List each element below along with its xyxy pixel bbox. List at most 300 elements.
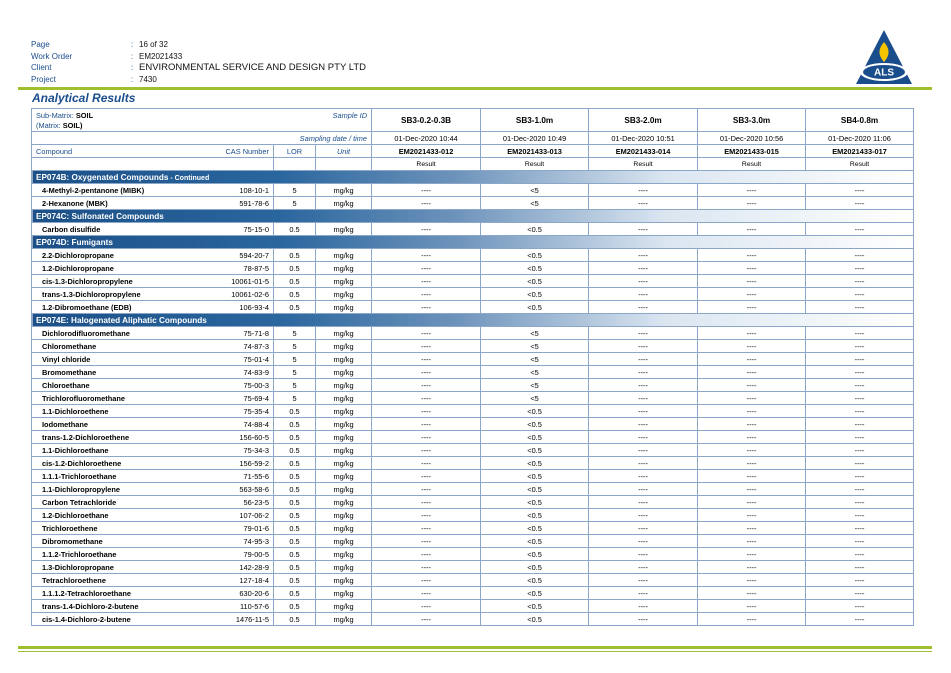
compound-name: 1.1.2-Trichloroethane (32, 548, 210, 561)
compound-row (32, 262, 914, 275)
unit-value: mg/kg (316, 509, 372, 522)
sample-id-label: Sample ID (332, 111, 368, 120)
result-value: ---- (372, 184, 481, 197)
result-value: ---- (589, 275, 698, 288)
result-value: ---- (806, 457, 914, 470)
result-label-cell: Result (589, 158, 698, 171)
unit-value: mg/kg (316, 522, 372, 535)
result-value: ---- (372, 496, 481, 509)
compound-name: cis-1.4-Dichloro-2-butene (32, 613, 210, 626)
section-title: EP074D: Fumigants (36, 237, 113, 247)
cas-number: 75-34-3 (210, 444, 274, 457)
sampling-date-label: Sampling date / time (32, 132, 372, 145)
lor-header: LOR (274, 145, 316, 158)
result-value: ---- (589, 288, 698, 301)
result-value: ---- (589, 197, 698, 210)
result-value: ---- (698, 444, 806, 457)
result-value: ---- (698, 483, 806, 496)
lab-id-cell: EM2021433-012 (372, 145, 481, 158)
result-value: ---- (589, 613, 698, 626)
result-value: ---- (806, 509, 914, 522)
compound-row (32, 470, 914, 483)
cas-number: 75-00-3 (210, 379, 274, 392)
result-value: ---- (698, 509, 806, 522)
work-order-label: Work Order (31, 51, 73, 61)
compound-row (32, 600, 914, 613)
sample-id-cell: SB3-1.0m (481, 109, 589, 132)
lab-id-cell: EM2021433-014 (589, 145, 698, 158)
result-value: ---- (589, 340, 698, 353)
cas-number: 10061-02-6 (210, 288, 274, 301)
project-row (31, 74, 366, 86)
result-value: <0.5 (481, 509, 589, 522)
cas-number: 74-83-9 (210, 366, 274, 379)
result-value: ---- (806, 574, 914, 587)
compound-name: trans-1.3-Dichloropropylene (32, 288, 210, 301)
result-value: ---- (372, 340, 481, 353)
result-value: ---- (698, 340, 806, 353)
compound-row (32, 197, 914, 210)
unit-value: mg/kg (316, 197, 372, 210)
page-row (31, 39, 366, 51)
matrix-label: (Matrix: (36, 121, 61, 130)
empty-cell (316, 158, 372, 171)
result-value: ---- (806, 288, 914, 301)
result-value: <0.5 (481, 301, 589, 314)
section-title-cell (32, 171, 914, 184)
result-value: <0.5 (481, 535, 589, 548)
compound-name: cis-1.2-Dichloroethene (32, 457, 210, 470)
result-value: <0.5 (481, 561, 589, 574)
cas-number: 563-58-6 (210, 483, 274, 496)
result-value: ---- (372, 392, 481, 405)
compound-name: trans-1.2-Dichloroethene (32, 431, 210, 444)
result-value: ---- (698, 496, 806, 509)
result-value: <0.5 (481, 405, 589, 418)
result-value: ---- (589, 353, 698, 366)
lor-value: 0.5 (274, 509, 316, 522)
cas-number: 74-87-3 (210, 340, 274, 353)
cas-number: 75-71-8 (210, 327, 274, 340)
lor-value: 5 (274, 379, 316, 392)
result-value: ---- (589, 418, 698, 431)
lor-value: 5 (274, 197, 316, 210)
compound-row (32, 483, 914, 496)
result-value: ---- (698, 587, 806, 600)
result-value: ---- (806, 353, 914, 366)
compound-name: Tetrachloroethene (32, 574, 210, 587)
cas-number: 71-55-6 (210, 470, 274, 483)
result-value: <5 (481, 184, 589, 197)
result-value: ---- (806, 431, 914, 444)
result-value: ---- (372, 535, 481, 548)
compound-row (32, 301, 914, 314)
unit-value: mg/kg (316, 379, 372, 392)
result-value: ---- (372, 600, 481, 613)
section-title-cell (32, 210, 914, 223)
result-value: ---- (698, 405, 806, 418)
empty-cell (274, 158, 316, 171)
result-value: <0.5 (481, 600, 589, 613)
result-value: ---- (806, 587, 914, 600)
section-continued-note: - Continued (168, 174, 210, 182)
cas-number: 56-23-5 (210, 496, 274, 509)
compound-row (32, 535, 914, 548)
result-value: ---- (698, 470, 806, 483)
result-value: ---- (806, 197, 914, 210)
result-value: <0.5 (481, 548, 589, 561)
column-header-row (32, 145, 914, 158)
logo-text: ALS (874, 67, 894, 79)
compound-name: 1.1.1-Trichloroethane (32, 470, 210, 483)
result-value: ---- (589, 548, 698, 561)
lab-id-cell: EM2021433-015 (698, 145, 806, 158)
sub-matrix-value: SOIL (75, 111, 94, 120)
compound-row (32, 496, 914, 509)
unit-value: mg/kg (316, 470, 372, 483)
result-value: ---- (372, 522, 481, 535)
cas-number: 142-28-9 (210, 561, 274, 574)
compound-name: Trichlorofluoromethane (32, 392, 210, 405)
compound-name: Trichloroethene (32, 522, 210, 535)
result-value: ---- (372, 444, 481, 457)
unit-value: mg/kg (316, 288, 372, 301)
empty-cell (32, 158, 210, 171)
compound-row (32, 249, 914, 262)
compound-row (32, 574, 914, 587)
bottom-divider (18, 646, 932, 649)
result-value: ---- (806, 418, 914, 431)
compound-name: Carbon disulfide (32, 223, 210, 236)
lor-value: 0.5 (274, 522, 316, 535)
result-value: ---- (698, 197, 806, 210)
lor-value: 5 (274, 392, 316, 405)
unit-value: mg/kg (316, 483, 372, 496)
cas-number: 75-15-0 (210, 223, 274, 236)
compound-name: 1.1.1.2-Tetrachloroethane (32, 587, 210, 600)
client-value: ENVIRONMENTAL SERVICE AND DESIGN PTY LTD (139, 62, 366, 73)
result-label-row (32, 158, 914, 171)
page-label: Page (31, 40, 50, 49)
unit-value: mg/kg (316, 223, 372, 236)
cas-number: 108-10-1 (210, 184, 274, 197)
result-label-cell: Result (372, 158, 481, 171)
compound-row (32, 379, 914, 392)
result-value: ---- (806, 405, 914, 418)
lor-value: 0.5 (274, 548, 316, 561)
result-value: ---- (698, 262, 806, 275)
result-value: ---- (806, 275, 914, 288)
section-title-cell (32, 314, 914, 327)
result-value: <0.5 (481, 431, 589, 444)
result-value: ---- (372, 327, 481, 340)
lor-value: 0.5 (274, 457, 316, 470)
section-header-row (32, 236, 914, 249)
unit-value: mg/kg (316, 418, 372, 431)
colon: : (131, 74, 134, 84)
unit-value: mg/kg (316, 548, 372, 561)
compound-name: Chloromethane (32, 340, 210, 353)
compound-name: Vinyl chloride (32, 353, 210, 366)
unit-value: mg/kg (316, 249, 372, 262)
result-value: ---- (372, 574, 481, 587)
lab-id-cell: EM2021433-017 (806, 145, 914, 158)
result-value: ---- (589, 405, 698, 418)
unit-value: mg/kg (316, 366, 372, 379)
result-value: <0.5 (481, 262, 589, 275)
client-label: Client (31, 63, 52, 72)
result-value: ---- (806, 184, 914, 197)
result-value: <0.5 (481, 522, 589, 535)
unit-value: mg/kg (316, 327, 372, 340)
result-value: ---- (698, 613, 806, 626)
lor-value: 5 (274, 353, 316, 366)
cas-number: 75-69-4 (210, 392, 274, 405)
lor-value: 0.5 (274, 418, 316, 431)
result-value: ---- (698, 431, 806, 444)
result-value: <5 (481, 379, 589, 392)
lab-id-cell: EM2021433-013 (481, 145, 589, 158)
result-value: ---- (589, 600, 698, 613)
compound-name: 1.3-Dichloropropane (32, 561, 210, 574)
cas-number: 591-78-6 (210, 197, 274, 210)
compound-name: Bromomethane (32, 366, 210, 379)
work-order-row (31, 51, 366, 63)
result-value: ---- (372, 509, 481, 522)
lor-value: 5 (274, 340, 316, 353)
result-value: ---- (372, 587, 481, 600)
lor-value: 0.5 (274, 223, 316, 236)
bottom-divider-thin (18, 651, 932, 652)
result-value: <5 (481, 197, 589, 210)
unit-value: mg/kg (316, 275, 372, 288)
als-logo (853, 28, 915, 88)
lor-value: 0.5 (274, 535, 316, 548)
colon: : (131, 63, 134, 72)
sampling-date-cell: 01-Dec-2020 10:51 (589, 132, 698, 145)
compound-row (32, 288, 914, 301)
section-title: EP074E: Halogenated Aliphatic Compounds (36, 315, 207, 325)
unit-value: mg/kg (316, 405, 372, 418)
compound-row (32, 431, 914, 444)
result-value: <0.5 (481, 470, 589, 483)
result-value: ---- (589, 223, 698, 236)
result-value: ---- (372, 275, 481, 288)
cas-header: CAS Number (210, 145, 274, 158)
result-value: ---- (698, 249, 806, 262)
cas-number: 107-06-2 (210, 509, 274, 522)
result-value: <0.5 (481, 249, 589, 262)
result-value: ---- (698, 574, 806, 587)
result-value: <5 (481, 327, 589, 340)
cas-number: 106-93-4 (210, 301, 274, 314)
section-header-row (32, 171, 914, 184)
result-value: ---- (372, 431, 481, 444)
result-value: ---- (806, 522, 914, 535)
cas-number: 79-01-6 (210, 522, 274, 535)
cas-number: 110-57-6 (210, 600, 274, 613)
result-value: <5 (481, 340, 589, 353)
result-value: ---- (589, 301, 698, 314)
result-value: <0.5 (481, 613, 589, 626)
result-value: ---- (806, 535, 914, 548)
result-value: ---- (806, 249, 914, 262)
compound-name: cis-1.3-Dichloropropylene (32, 275, 210, 288)
result-value: ---- (806, 613, 914, 626)
matrix-cell (32, 109, 372, 132)
lor-value: 0.5 (274, 249, 316, 262)
lor-value: 0.5 (274, 288, 316, 301)
compound-row (32, 340, 914, 353)
lor-value: 0.5 (274, 405, 316, 418)
report-header (31, 39, 366, 85)
compound-name: 1.2-Dibromoethane (EDB) (32, 301, 210, 314)
sub-matrix-label: Sub-Matrix: (36, 111, 74, 120)
lor-value: 0.5 (274, 587, 316, 600)
compound-row (32, 509, 914, 522)
result-value: ---- (698, 301, 806, 314)
result-value: <0.5 (481, 223, 589, 236)
sample-id-cell: SB3-2.0m (589, 109, 698, 132)
compound-name: 1.1-Dichloroethene (32, 405, 210, 418)
result-value: ---- (589, 483, 698, 496)
result-value: ---- (589, 470, 698, 483)
unit-value: mg/kg (316, 587, 372, 600)
result-value: <0.5 (481, 275, 589, 288)
sampling-date-cell: 01-Dec-2020 10:44 (372, 132, 481, 145)
lor-value: 5 (274, 327, 316, 340)
sampling-date-cell: 01-Dec-2020 10:49 (481, 132, 589, 145)
cas-number: 1476-11-5 (210, 613, 274, 626)
result-value: ---- (806, 223, 914, 236)
result-value: ---- (589, 574, 698, 587)
compound-row (32, 613, 914, 626)
result-value: ---- (372, 548, 481, 561)
result-value: <0.5 (481, 457, 589, 470)
result-value: ---- (589, 249, 698, 262)
unit-value: mg/kg (316, 184, 372, 197)
result-value: ---- (806, 496, 914, 509)
result-value: ---- (372, 405, 481, 418)
compound-row (32, 548, 914, 561)
result-value: ---- (589, 431, 698, 444)
compound-row (32, 561, 914, 574)
lor-value: 0.5 (274, 470, 316, 483)
cas-number: 75-35-4 (210, 405, 274, 418)
result-value: <0.5 (481, 288, 589, 301)
result-value: ---- (806, 392, 914, 405)
result-value: ---- (698, 535, 806, 548)
lor-value: 0.5 (274, 262, 316, 275)
result-value: ---- (698, 288, 806, 301)
result-value: ---- (372, 301, 481, 314)
colon: : (131, 51, 134, 61)
cas-number: 594-20-7 (210, 249, 274, 262)
result-value: ---- (806, 366, 914, 379)
result-value: ---- (698, 392, 806, 405)
unit-value: mg/kg (316, 353, 372, 366)
result-value: ---- (806, 340, 914, 353)
result-value: ---- (372, 249, 481, 262)
compound-name: 1.1-Dichloroethane (32, 444, 210, 457)
section-title-cell (32, 236, 914, 249)
unit-value: mg/kg (316, 301, 372, 314)
empty-cell (210, 158, 274, 171)
result-value: ---- (372, 197, 481, 210)
page-title: Analytical Results (32, 91, 136, 105)
result-value: ---- (806, 262, 914, 275)
cas-number: 78-87-5 (210, 262, 274, 275)
result-value: ---- (698, 223, 806, 236)
colon: : (131, 40, 134, 49)
compound-name: 1.1-Dichloropropylene (32, 483, 210, 496)
unit-value: mg/kg (316, 457, 372, 470)
compound-name: Iodomethane (32, 418, 210, 431)
result-value: ---- (698, 353, 806, 366)
sampling-date-cell: 01-Dec-2020 10:56 (698, 132, 806, 145)
result-label-cell: Result (481, 158, 589, 171)
unit-value: mg/kg (316, 444, 372, 457)
sampling-date-cell: 01-Dec-2020 11:06 (806, 132, 914, 145)
result-value: ---- (372, 353, 481, 366)
lor-value: 0.5 (274, 496, 316, 509)
result-value: <0.5 (481, 444, 589, 457)
results-body (32, 109, 914, 626)
compound-row (32, 223, 914, 236)
compound-name: Carbon Tetrachloride (32, 496, 210, 509)
sample-id-row (32, 109, 914, 132)
result-value: ---- (806, 548, 914, 561)
result-value: ---- (698, 418, 806, 431)
unit-value: mg/kg (316, 262, 372, 275)
result-value: <0.5 (481, 418, 589, 431)
result-value: ---- (806, 444, 914, 457)
result-value: ---- (698, 561, 806, 574)
section-title: EP074B: Oxygenated Compounds (36, 172, 169, 182)
page-value: 16 of 32 (139, 40, 168, 49)
sample-id-cell: SB3-0.2-0.3B (372, 109, 481, 132)
sample-id-cell: SB4-0.8m (806, 109, 914, 132)
result-value: ---- (372, 366, 481, 379)
result-value: ---- (372, 288, 481, 301)
result-value: ---- (589, 262, 698, 275)
unit-value: mg/kg (316, 496, 372, 509)
cas-number: 75-01-4 (210, 353, 274, 366)
compound-row (32, 587, 914, 600)
result-value: ---- (806, 379, 914, 392)
unit-value: mg/kg (316, 561, 372, 574)
compound-name: 1.2-Dichloroethane (32, 509, 210, 522)
result-value: ---- (372, 457, 481, 470)
result-value: ---- (372, 379, 481, 392)
compound-name: 1.2-Dichloropropane (32, 262, 210, 275)
lor-value: 0.5 (274, 301, 316, 314)
compound-row (32, 366, 914, 379)
cas-number: 74-88-4 (210, 418, 274, 431)
project-label: Project (31, 74, 56, 84)
result-value: ---- (698, 327, 806, 340)
result-value: ---- (589, 379, 698, 392)
lor-value: 0.5 (274, 574, 316, 587)
result-value: ---- (589, 444, 698, 457)
compound-row (32, 405, 914, 418)
result-value: <0.5 (481, 496, 589, 509)
work-order-value: EM2021433 (139, 51, 183, 61)
lor-value: 5 (274, 366, 316, 379)
cas-number: 156-60-5 (210, 431, 274, 444)
unit-value: mg/kg (316, 340, 372, 353)
compound-row (32, 418, 914, 431)
